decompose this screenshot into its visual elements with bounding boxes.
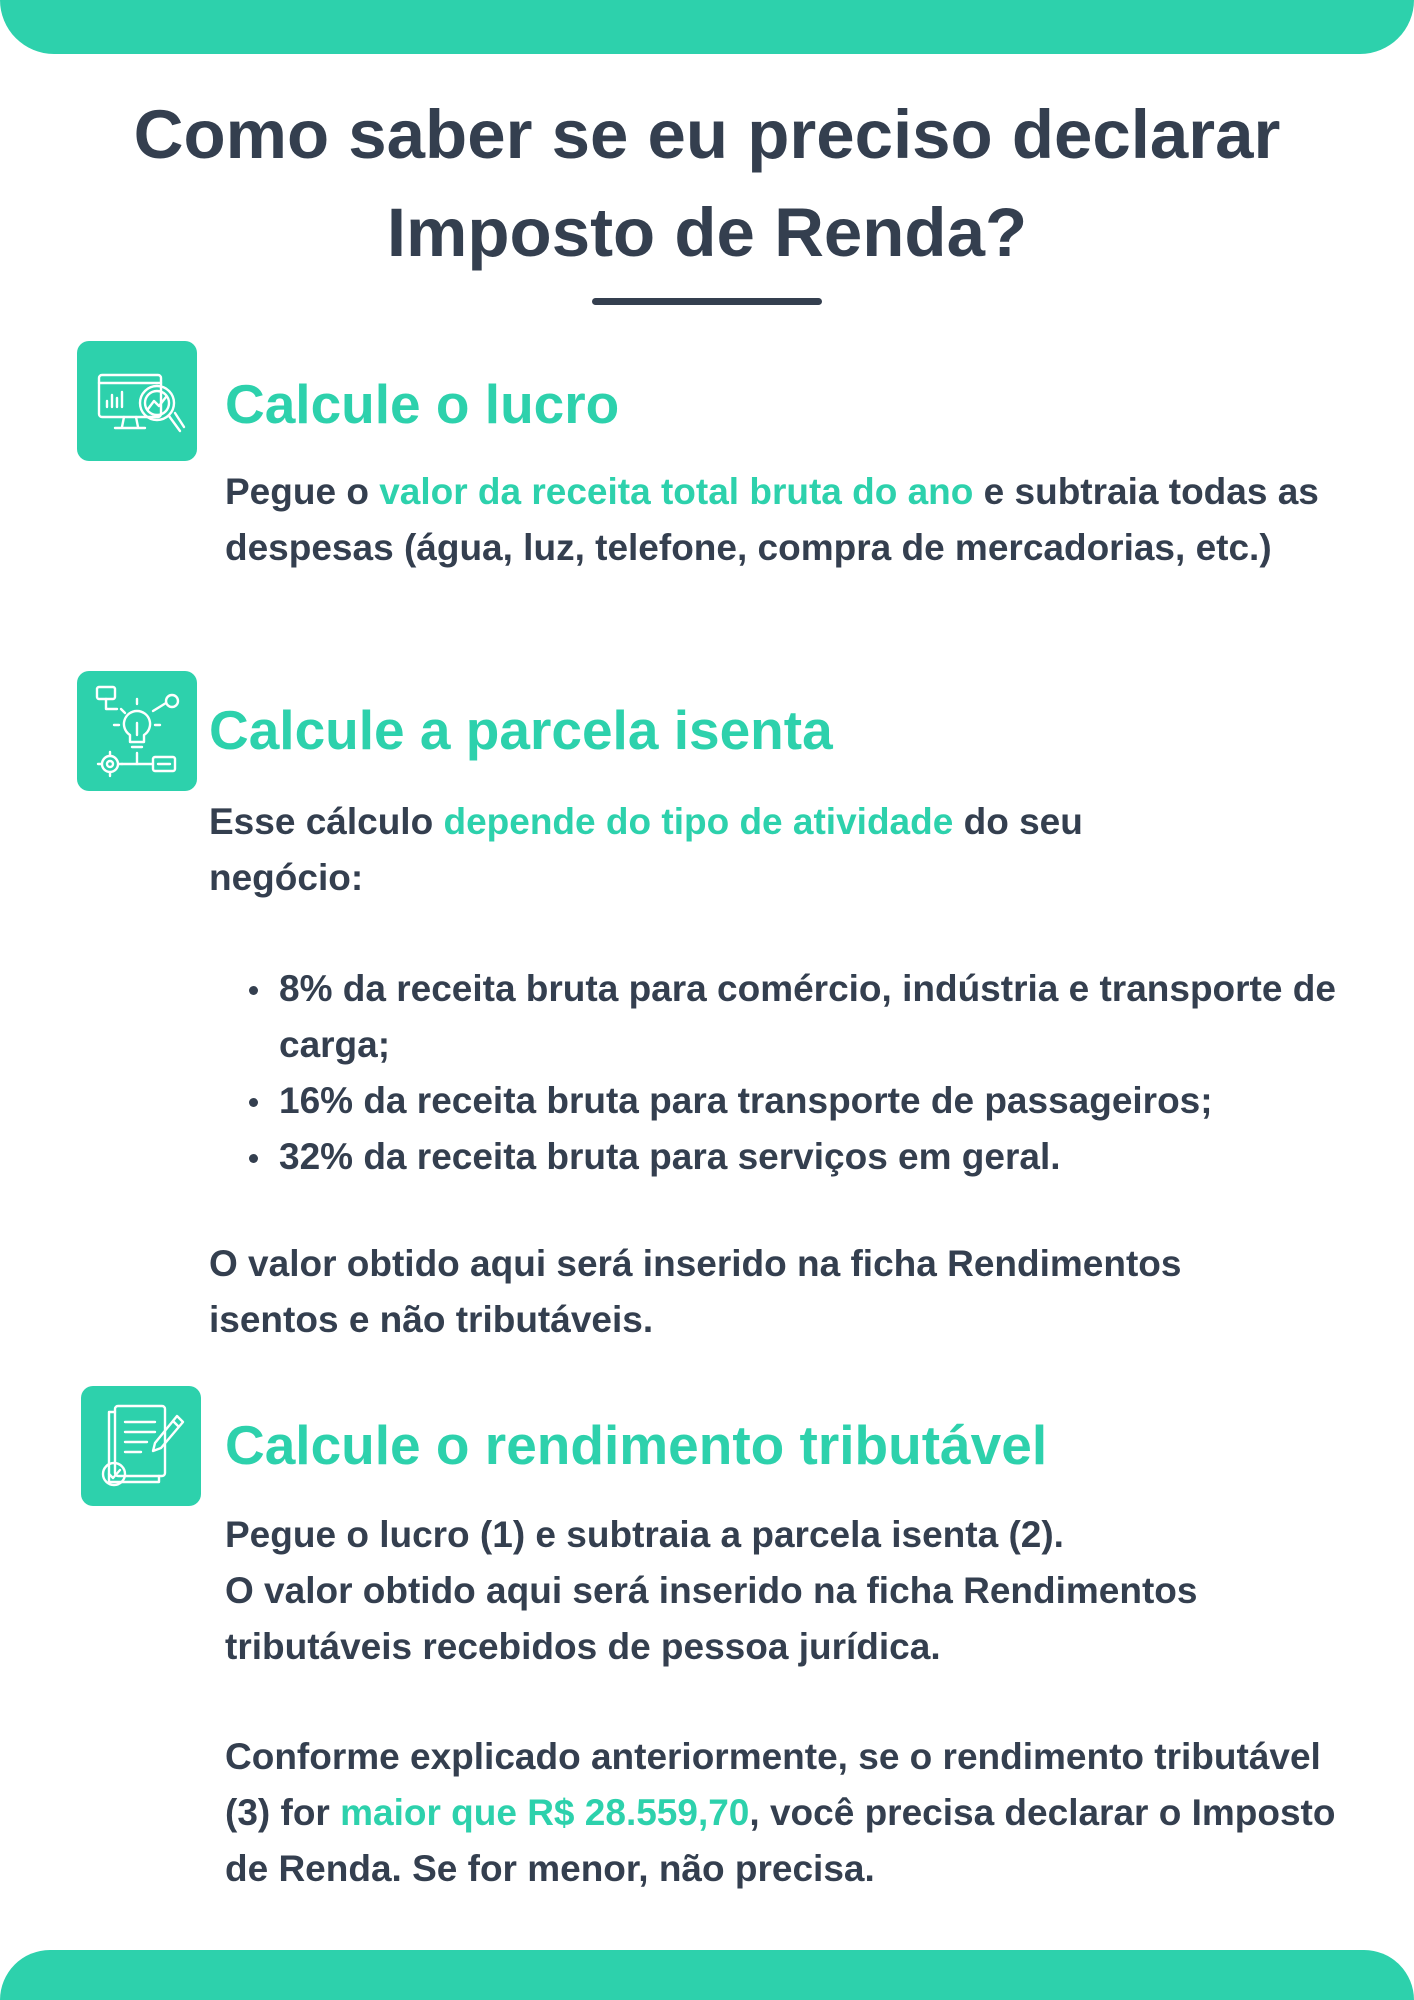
- text-segment: Esse cálculo: [209, 801, 444, 842]
- text-segment: e subtraia todas as despesas (água, luz, telefone, compra de mercadorias, etc.): [225, 471, 1319, 568]
- list-item: 8% da receita bruta para comércio, indústria e transporte de carga;: [245, 961, 1345, 1073]
- highlighted-text: valor da receita total bruta do ano: [379, 471, 974, 512]
- bottom-accent-band: [0, 1950, 1414, 2000]
- section-text-line-1: Pegue o lucro (1) e subtraia a parcela isenta (2).: [225, 1514, 1064, 1555]
- section-text-conclusion: [225, 1729, 1345, 1897]
- section-text-lucro: [225, 464, 1325, 576]
- page-title-line-1: Como saber se eu preciso declarar: [133, 96, 1281, 173]
- title-divider: [592, 298, 822, 305]
- activity-rates-list: [245, 961, 1345, 1185]
- page-title: [0, 86, 1414, 282]
- section-heading-parcela-isenta: Calcule a parcela isenta: [209, 699, 833, 761]
- analytics-magnifier-icon: [77, 341, 197, 461]
- highlighted-text: maior que R$ 28.559,70: [340, 1792, 750, 1833]
- top-accent-band: [0, 0, 1414, 54]
- list-item: 16% da receita bruta para transporte de passageiros;: [245, 1073, 1345, 1129]
- section-closing-parcela-isenta: O valor obtido aqui será inserido na ficha Rendimentos isentos e não tributáveis.: [209, 1243, 1182, 1340]
- text-segment: , você precisa declarar o Imposto de Renda. Se for menor, não precisa.: [225, 1792, 1336, 1889]
- list-item: 32% da receita bruta para serviços em geral.: [245, 1129, 1345, 1185]
- idea-process-icon: [77, 671, 197, 791]
- section-text-line-2: O valor obtido aqui será inserido na ficha Rendimentos tributáveis recebidos de pessoa jurídica.: [225, 1570, 1198, 1667]
- highlighted-text: depende do tipo de atividade: [443, 801, 954, 842]
- section-heading-lucro: Calcule o lucro: [225, 373, 620, 435]
- text-segment: Pegue o: [225, 471, 380, 512]
- text-segment: do seu negócio:: [209, 801, 1083, 898]
- text-segment: Conforme explicado anteriormente, se o rendimento tributável (3) for: [225, 1736, 1321, 1833]
- document-checklist-icon: [81, 1386, 201, 1506]
- section-text-parcela-isenta: [209, 794, 1209, 906]
- page-title-line-2: Imposto de Renda?: [386, 194, 1028, 271]
- section-heading-rendimento-tributavel: Calcule o rendimento tributável: [225, 1414, 1048, 1476]
